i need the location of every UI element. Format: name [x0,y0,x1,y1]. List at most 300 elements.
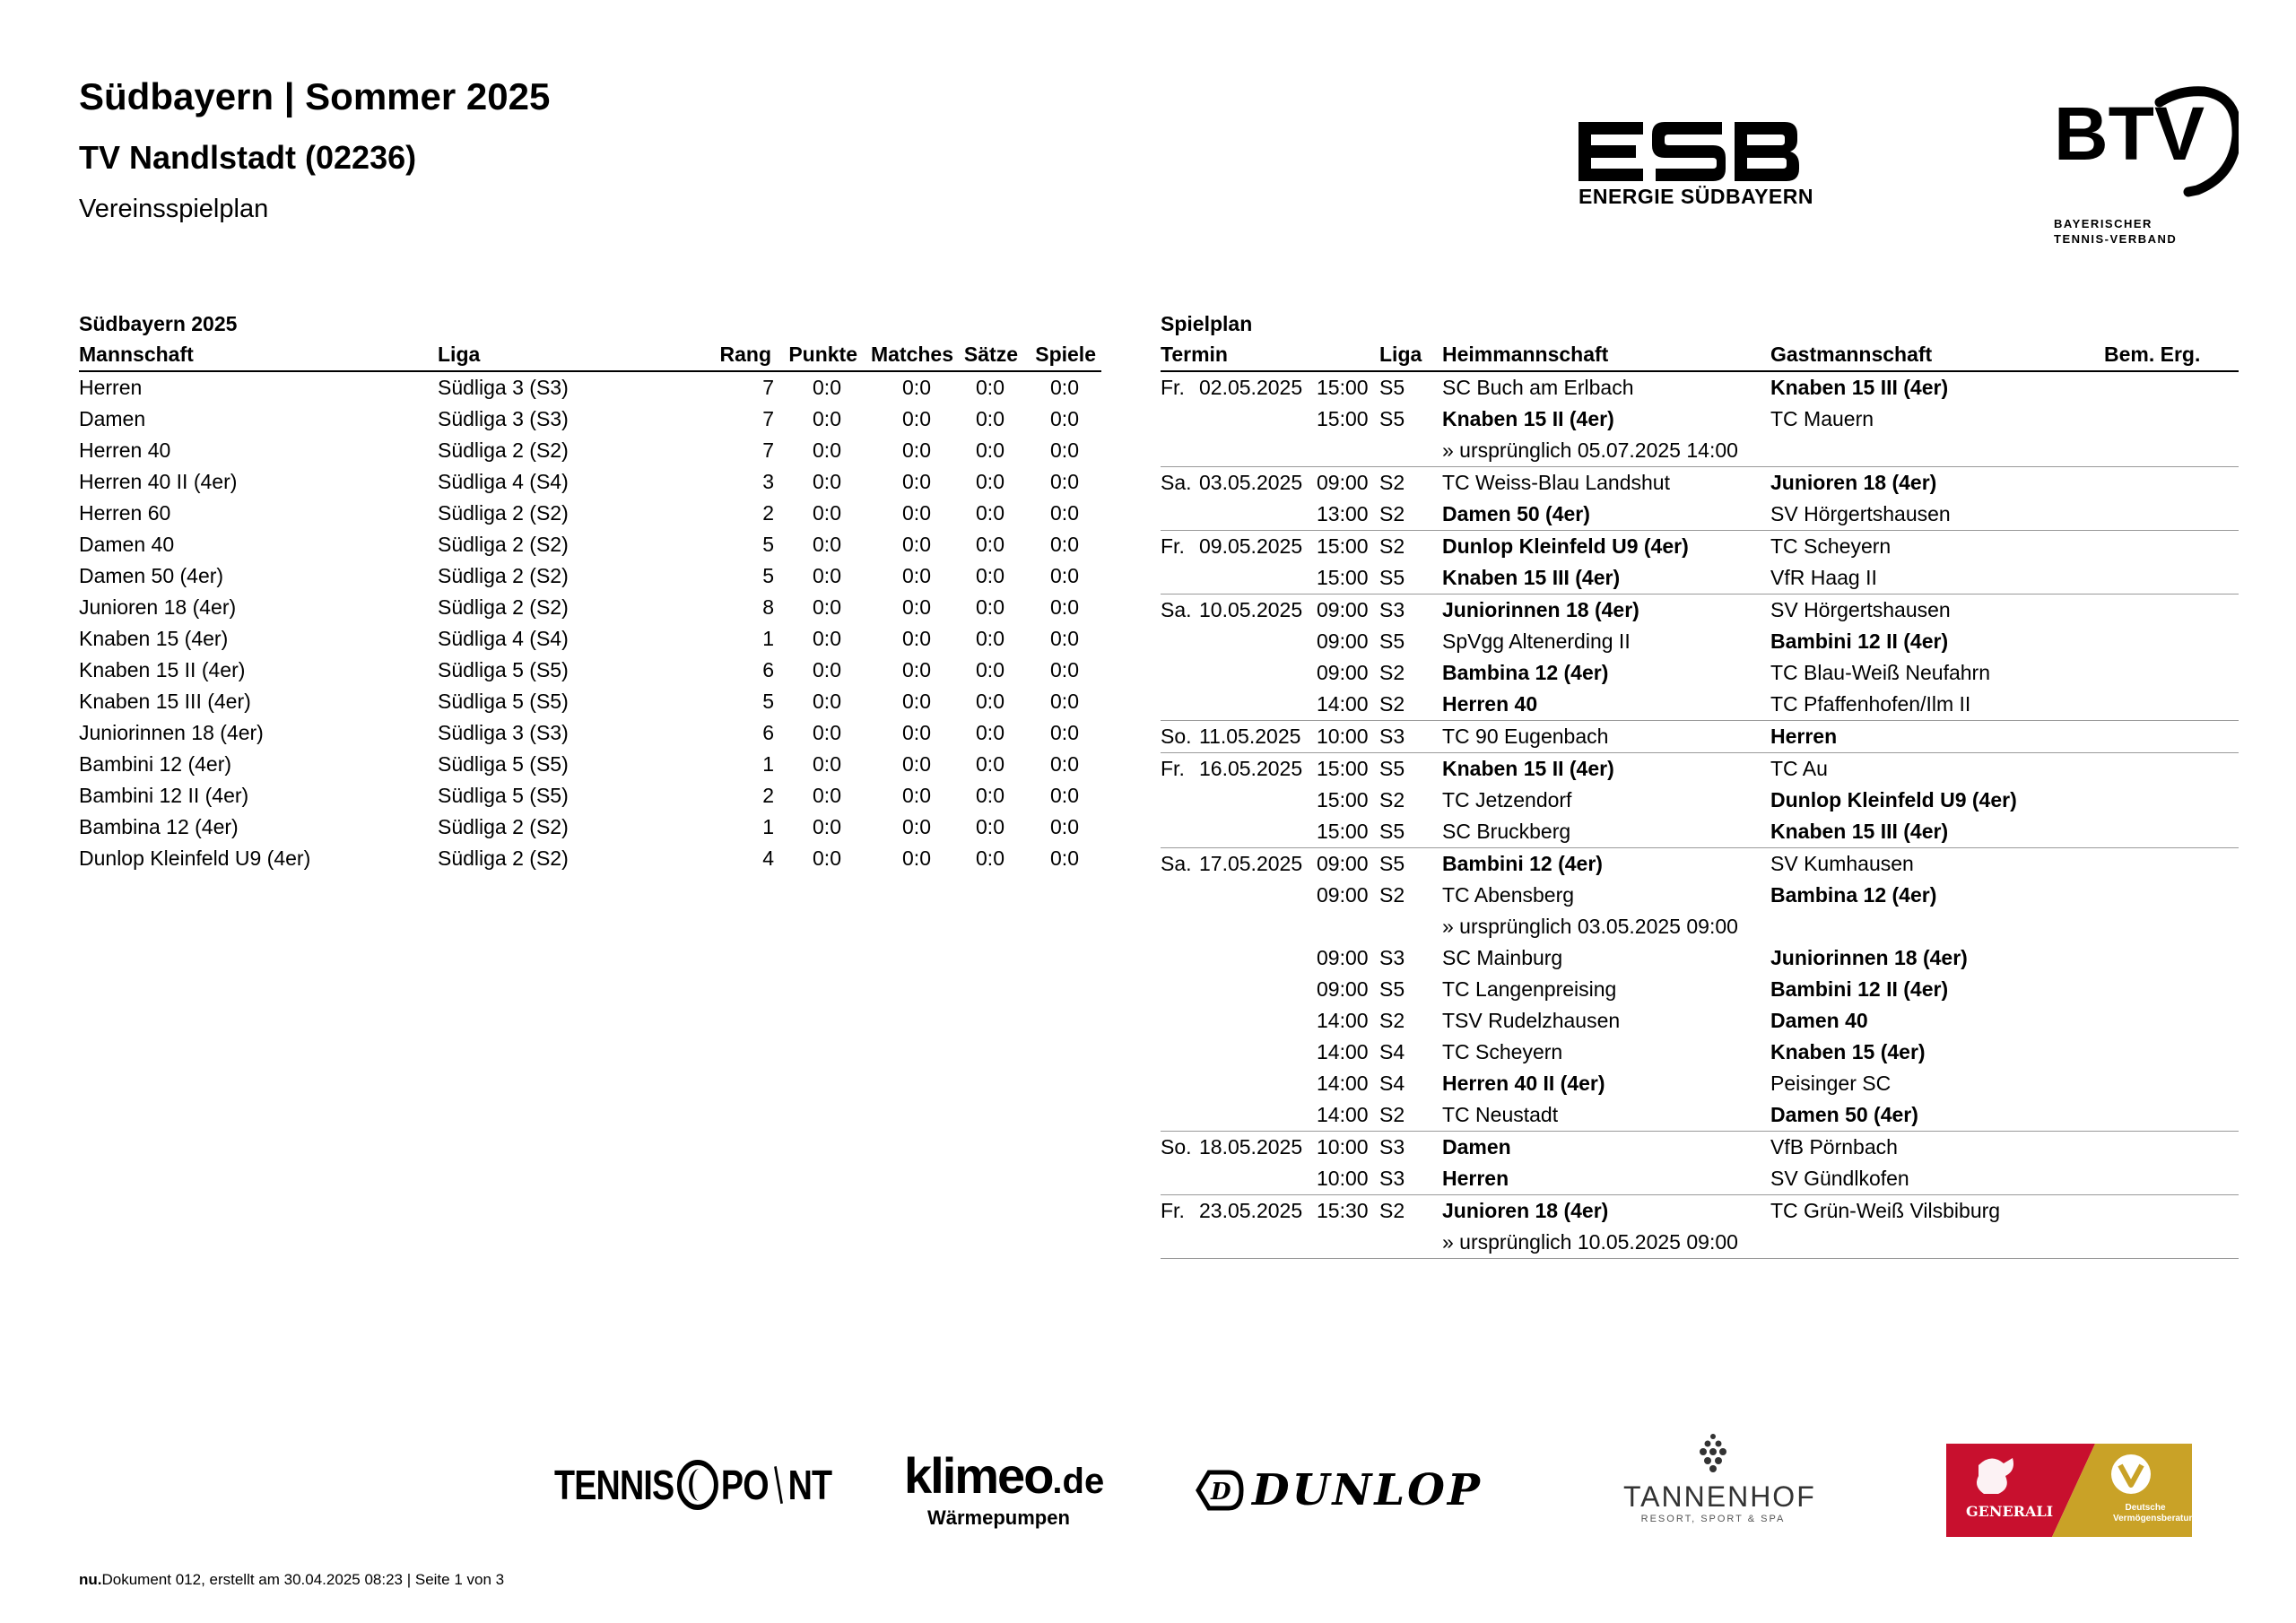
team-name: Herren 40 [79,438,171,462]
col-heimmannschaft: Heimmannschaft [1442,343,1609,366]
team-punkte: 0:0 [813,690,841,713]
match-date: 16.05.2025 [1199,757,1303,780]
match-liga: S3 [1379,946,1405,969]
match-time: 09:00 [1317,629,1369,653]
team-rang: 4 [762,846,774,870]
team-rang: 7 [762,438,774,462]
team-matches: 0:0 [902,533,931,556]
team-rang: 6 [762,658,774,681]
team-matches: 0:0 [902,407,931,430]
page-title: Südbayern | Sommer 2025 [79,75,551,117]
guest-team: TC Grün-Weiß Vilsbiburg [1770,1199,2001,1222]
match-weekday: Fr. [1161,534,1185,558]
home-team: SC Mainburg [1442,946,1563,969]
match-liga: S2 [1379,502,1405,525]
team-matches: 0:0 [902,376,931,399]
team-spiele: 0:0 [1050,438,1079,462]
team-liga: Südliga 2 (S2) [438,438,569,462]
team-rang: 2 [762,784,774,807]
match-liga: S2 [1379,534,1405,558]
tennis-player-i-icon: ᛁ [764,1459,792,1511]
tannenhof-logo [1623,1433,1816,1524]
team-row [79,780,1101,812]
guest-team: TC Scheyern [1770,534,1892,558]
match-row [1161,1195,2239,1227]
match-liga: S2 [1379,471,1405,494]
team-name: Damen 40 [79,533,175,556]
team-punkte: 0:0 [813,470,841,493]
match-liga: S2 [1379,661,1405,684]
team-row [79,655,1101,686]
home-team: SpVgg Altenerding II [1442,629,1631,653]
match-time: 15:00 [1317,566,1369,589]
esb-logo [1578,122,1812,209]
match-weekday: Sa. [1161,598,1192,621]
teams-section [79,308,1101,874]
match-liga: S4 [1379,1040,1405,1063]
team-rang: 1 [762,815,774,838]
footer-brand: nu. [79,1571,102,1588]
team-punkte: 0:0 [813,846,841,870]
team-liga: Südliga 5 (S5) [438,690,569,713]
guest-team: TC Mauern [1770,407,1874,430]
team-saetze: 0:0 [976,595,1004,619]
match-row [1161,721,2239,752]
match-weekday: Fr. [1161,1199,1185,1222]
team-matches: 0:0 [902,595,931,619]
dvag-line2: Vermögensberatung [2113,1514,2200,1523]
home-team: Junioren 18 (4er) [1442,1199,1609,1222]
team-spiele: 0:0 [1050,533,1079,556]
dunlop-d-icon [1195,1465,1245,1515]
team-row [79,466,1101,498]
team-saetze: 0:0 [976,690,1004,713]
team-rang: 1 [762,752,774,776]
match-time: 09:00 [1317,977,1369,1001]
team-punkte: 0:0 [813,815,841,838]
match-row [1161,595,2239,626]
match-row [1161,1099,2239,1131]
home-team: TC Neustadt [1442,1103,1559,1126]
btv-caption-line1: BAYERISCHER [2054,217,2152,230]
svg-text:BTV: BTV [2054,91,2205,176]
match-time: 10:00 [1317,725,1369,748]
team-punkte: 0:0 [813,564,841,587]
team-spiele: 0:0 [1050,407,1079,430]
btv-caption [2054,216,2251,247]
klimeo-subtitle: Wärmepumpen [927,1506,1070,1529]
match-row [1161,753,2239,785]
home-team: Herren 40 II (4er) [1442,1072,1605,1095]
team-punkte: 0:0 [813,407,841,430]
home-team: Herren [1442,1167,1509,1190]
team-saetze: 0:0 [976,721,1004,744]
match-liga: S5 [1379,376,1405,399]
match-weekday: Fr. [1161,757,1185,780]
col-liga: Liga [1379,343,1422,366]
match-time: 14:00 [1317,1009,1369,1032]
schedule-date-group [1161,1132,2239,1195]
team-liga: Südliga 2 (S2) [438,501,569,525]
schedule-date-group [1161,753,2239,848]
team-row [79,717,1101,749]
team-saetze: 0:0 [976,407,1004,430]
team-name: Herren [79,376,143,399]
schedule-note [1161,435,2239,466]
home-team: TC 90 Eugenbach [1442,725,1609,748]
team-punkte: 0:0 [813,533,841,556]
col-matches: Matches [870,343,953,366]
guest-team: SV Hörgertshausen [1770,598,1951,621]
reschedule-note: » ursprünglich 10.05.2025 09:00 [1442,1230,1738,1254]
team-name: Knaben 15 II (4er) [79,658,246,681]
match-liga: S3 [1379,598,1405,621]
match-liga: S5 [1379,852,1405,875]
match-row [1161,974,2239,1005]
schedule-note [1161,1227,2239,1258]
match-row [1161,562,2239,594]
team-row [79,623,1101,655]
match-liga: S3 [1379,1135,1405,1159]
match-row [1161,467,2239,499]
team-name: Juniorinnen 18 (4er) [79,721,264,744]
team-matches: 0:0 [902,784,931,807]
team-punkte: 0:0 [813,627,841,650]
match-time: 15:00 [1317,820,1369,843]
esb-mark-icon [1578,122,1799,181]
guest-team: Knaben 15 (4er) [1770,1040,1926,1063]
match-row [1161,657,2239,689]
team-rang: 1 [762,627,774,650]
guest-team: Herren [1770,725,1838,748]
schedule-note [1161,911,2239,942]
match-liga: S3 [1379,1167,1405,1190]
guest-team: Bambini 12 II (4er) [1770,629,1949,653]
team-spiele: 0:0 [1050,752,1079,776]
guest-team: SV Gündlkofen [1770,1167,1909,1190]
team-saetze: 0:0 [976,501,1004,525]
team-name: Knaben 15 (4er) [79,627,229,650]
teams-section-title: Südbayern 2025 [79,312,238,335]
schedule-table-header [1161,339,2239,372]
team-name: Damen 50 (4er) [79,564,224,587]
match-weekday: So. [1161,725,1192,748]
match-time: 09:00 [1317,883,1369,907]
klimeo-wordmark [904,1447,1105,1506]
team-saetze: 0:0 [976,658,1004,681]
guest-team: VfR Haag II [1770,566,1877,589]
tennis-ball-icon [677,1460,718,1510]
match-weekday: Fr. [1161,376,1185,399]
btv-logo [2054,86,2251,247]
col-gastmannschaft: Gastmannschaft [1770,343,1933,366]
guest-team: SV Kumhausen [1770,852,1914,875]
schedule-date-group [1161,467,2239,531]
match-date: 10.05.2025 [1199,598,1303,621]
klimeo-name: klimeo [904,1447,1053,1504]
dunlop-wordmark: DUNLOP [1252,1465,1483,1515]
team-rang: 6 [762,721,774,744]
match-time: 09:00 [1317,946,1369,969]
dvag-wordmark [2113,1503,2200,1524]
match-date: 09.05.2025 [1199,534,1303,558]
match-time: 13:00 [1317,502,1369,525]
team-rang: 3 [762,470,774,493]
team-liga: Südliga 2 (S2) [438,564,569,587]
home-team: Knaben 15 III (4er) [1442,566,1621,589]
team-row [79,529,1101,560]
tennis-point-logo [554,1460,831,1510]
btv-mark-icon [2054,86,2239,210]
guest-team: Damen 40 [1770,1009,1868,1032]
team-name: Herren 60 [79,501,171,525]
schedule-date-group [1161,531,2239,595]
klimeo-tld: .de [1052,1462,1105,1501]
match-row [1161,626,2239,657]
match-time: 14:00 [1317,1040,1369,1063]
schedule-date-group [1161,721,2239,753]
guest-team: Bambini 12 II (4er) [1770,977,1949,1001]
teams-table-body [79,372,1101,874]
dunlop-logo [1195,1465,1483,1515]
home-team: Knaben 15 II (4er) [1442,407,1614,430]
col-bem-erg: Bem. Erg. [2104,343,2201,366]
team-spiele: 0:0 [1050,846,1079,870]
home-team: Knaben 15 II (4er) [1442,757,1614,780]
tennis-point-text-1: TENNIS [554,1462,674,1508]
match-time: 14:00 [1317,692,1369,716]
team-liga: Südliga 4 (S4) [438,627,569,650]
team-matches: 0:0 [902,501,931,525]
team-saetze: 0:0 [976,846,1004,870]
match-liga: S5 [1379,566,1405,589]
pine-cone-icon [1695,1433,1731,1474]
team-saetze: 0:0 [976,784,1004,807]
match-time: 15:00 [1317,407,1369,430]
team-matches: 0:0 [902,627,931,650]
guest-team: VfB Pörnbach [1770,1135,1898,1159]
team-saetze: 0:0 [976,815,1004,838]
generali-wordmark: GENERALI [1966,1503,2054,1520]
match-liga: S2 [1379,883,1405,907]
guest-team: Bambina 12 (4er) [1770,883,1937,907]
team-name: Bambini 12 (4er) [79,752,232,776]
team-liga: Südliga 3 (S3) [438,721,569,744]
team-row [79,498,1101,529]
match-date: 23.05.2025 [1199,1199,1303,1222]
match-time: 09:00 [1317,471,1369,494]
team-matches: 0:0 [902,690,931,713]
match-time: 15:30 [1317,1199,1369,1222]
team-liga: Südliga 3 (S3) [438,376,569,399]
team-spiele: 0:0 [1050,564,1079,587]
home-team: TSV Rudelzhausen [1442,1009,1621,1032]
team-rang: 7 [762,376,774,399]
home-team: Damen 50 (4er) [1442,502,1590,525]
team-name: Bambini 12 II (4er) [79,784,249,807]
match-row [1161,1068,2239,1099]
match-row [1161,880,2239,911]
match-liga: S5 [1379,407,1405,430]
match-date: 11.05.2025 [1199,725,1301,748]
match-liga: S2 [1379,692,1405,716]
team-matches: 0:0 [902,815,931,838]
guest-team: Peisinger SC [1770,1072,1892,1095]
schedule-date-group [1161,848,2239,1132]
team-liga: Südliga 4 (S4) [438,470,569,493]
home-team: SC Buch am Erlbach [1442,376,1634,399]
match-liga: S4 [1379,1072,1405,1095]
home-team: Dunlop Kleinfeld U9 (4er) [1442,534,1689,558]
team-liga: Südliga 5 (S5) [438,784,569,807]
reschedule-note: » ursprünglich 03.05.2025 09:00 [1442,915,1738,938]
footer [79,1571,504,1589]
team-row [79,372,1101,404]
schedule-date-group [1161,372,2239,467]
col-rang: Rang [719,343,771,366]
home-team: TC Jetzendorf [1442,788,1572,812]
match-row [1161,689,2239,720]
team-saetze: 0:0 [976,438,1004,462]
guest-team: Juniorinnen 18 (4er) [1770,946,1968,969]
team-name: Dunlop Kleinfeld U9 (4er) [79,846,311,870]
match-liga: S2 [1379,1009,1405,1032]
match-time: 14:00 [1317,1103,1369,1126]
team-row [79,749,1101,780]
team-punkte: 0:0 [813,752,841,776]
guest-team: TC Pfaffenhofen/Ilm II [1770,692,1971,716]
col-saetze: Sätze [963,343,1018,366]
team-rang: 5 [762,690,774,713]
match-time: 09:00 [1317,852,1369,875]
team-punkte: 0:0 [813,501,841,525]
team-liga: Südliga 5 (S5) [438,658,569,681]
match-liga: S2 [1379,788,1405,812]
match-liga: S2 [1379,1103,1405,1126]
match-time: 14:00 [1317,1072,1369,1095]
guest-team: SV Hörgertshausen [1770,502,1951,525]
match-row [1161,372,2239,404]
team-liga: Südliga 5 (S5) [438,752,569,776]
tennis-point-text-3: NT [787,1462,832,1508]
team-liga: Südliga 2 (S2) [438,595,569,619]
match-row [1161,1163,2239,1194]
guest-team: Junioren 18 (4er) [1770,471,1937,494]
team-row [79,812,1101,843]
guest-team: Dunlop Kleinfeld U9 (4er) [1770,788,2017,812]
document-type: Vereinsspielplan [79,195,269,223]
tennis-point-text-2: PO [720,1462,769,1508]
match-liga: S2 [1379,1199,1405,1222]
team-matches: 0:0 [902,721,931,744]
match-liga: S5 [1379,977,1405,1001]
home-team: TC Abensberg [1442,883,1575,907]
team-saetze: 0:0 [976,752,1004,776]
team-punkte: 0:0 [813,784,841,807]
match-liga: S3 [1379,725,1405,748]
schedule-table-body [1161,372,2239,1259]
team-saetze: 0:0 [976,470,1004,493]
schedule-section [1161,308,2239,1259]
team-spiele: 0:0 [1050,815,1079,838]
team-liga: Südliga 2 (S2) [438,533,569,556]
team-spiele: 0:0 [1050,376,1079,399]
match-row [1161,404,2239,435]
col-spiele: Spiele [1035,343,1096,366]
team-liga: Südliga 3 (S3) [438,407,569,430]
col-punkte: Punkte [788,343,857,366]
home-team: TC Weiss-Blau Landshut [1442,471,1670,494]
club-name: TV Nandlstadt (02236) [79,139,417,176]
team-spiele: 0:0 [1050,658,1079,681]
guest-team: Knaben 15 III (4er) [1770,820,1949,843]
schedule-date-group [1161,595,2239,721]
team-row [79,592,1101,623]
team-punkte: 0:0 [813,376,841,399]
match-row [1161,848,2239,880]
match-liga: S5 [1379,757,1405,780]
match-row [1161,1037,2239,1068]
match-time: 09:00 [1317,598,1369,621]
match-row [1161,942,2239,974]
team-rang: 7 [762,407,774,430]
team-punkte: 0:0 [813,721,841,744]
match-row [1161,531,2239,562]
team-punkte: 0:0 [813,658,841,681]
team-name: Bambina 12 (4er) [79,815,239,838]
team-spiele: 0:0 [1050,595,1079,619]
guest-team: Damen 50 (4er) [1770,1103,1918,1126]
team-rang: 5 [762,533,774,556]
match-row [1161,816,2239,847]
team-punkte: 0:0 [813,438,841,462]
team-matches: 0:0 [902,438,931,462]
match-date: 03.05.2025 [1199,471,1303,494]
match-liga: S5 [1379,629,1405,653]
generali-dvag-logo [1946,1444,2200,1537]
team-rang: 8 [762,595,774,619]
team-spiele: 0:0 [1050,721,1079,744]
team-name: Knaben 15 III (4er) [79,690,251,713]
match-date: 18.05.2025 [1199,1135,1303,1159]
home-team: Herren 40 [1442,692,1538,716]
match-row [1161,785,2239,816]
team-name: Damen [79,407,146,430]
home-team: TC Scheyern [1442,1040,1563,1063]
team-row [79,560,1101,592]
col-termin: Termin [1161,343,1228,366]
team-spiele: 0:0 [1050,690,1079,713]
team-row [79,435,1101,466]
team-rang: 5 [762,564,774,587]
team-saetze: 0:0 [976,564,1004,587]
match-time: 15:00 [1317,376,1369,399]
svg-text:D: D [1211,1479,1231,1506]
team-liga: Südliga 2 (S2) [438,846,569,870]
btv-caption-line2: TENNIS-VERBAND [2054,232,2178,246]
home-team: Damen [1442,1135,1511,1159]
team-row [79,843,1101,874]
team-saetze: 0:0 [976,376,1004,399]
klimeo-logo [904,1447,1105,1530]
dvag-line1: Deutsche [2125,1503,2166,1513]
home-team: Bambini 12 (4er) [1442,852,1603,875]
guest-team: TC Au [1770,757,1828,780]
match-date: 17.05.2025 [1199,852,1303,875]
schedule-section-title: Spielplan [1161,312,1253,335]
team-punkte: 0:0 [813,595,841,619]
guest-team: TC Blau-Weiß Neufahrn [1770,661,1990,684]
